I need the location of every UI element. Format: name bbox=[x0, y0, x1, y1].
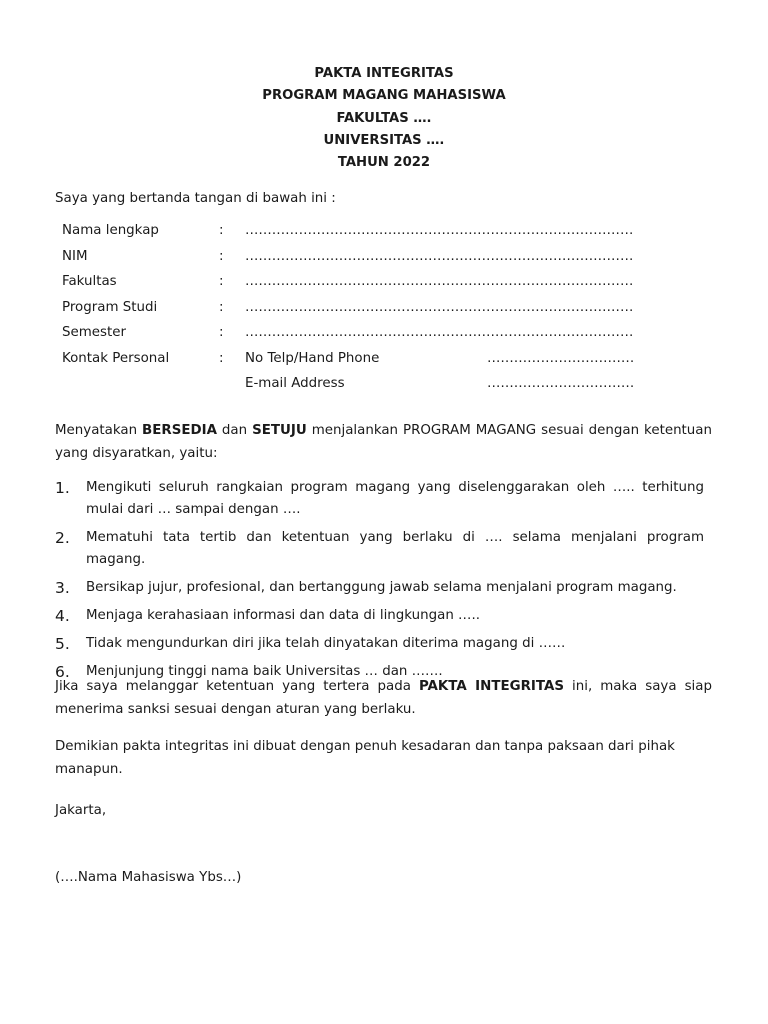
statement-text: Menyatakan bbox=[55, 423, 143, 438]
list-number: 2. bbox=[55, 529, 70, 547]
terms-list bbox=[55, 477, 715, 689]
violation-text: Jika saya melanggar ketentuan yang tertera pada bbox=[55, 679, 419, 694]
field-label: NIM bbox=[62, 248, 88, 264]
list-item bbox=[55, 527, 715, 571]
field-colon: : bbox=[219, 325, 224, 340]
list-text: Mengikuti seluruh rangkaian program magang yang diselenggarakan oleh ….. terhitung mulai dari … sampai dengan …. bbox=[86, 480, 704, 517]
field-label: Fakultas bbox=[62, 274, 117, 289]
list-number: 4. bbox=[55, 607, 70, 625]
field-colon: : bbox=[219, 299, 224, 315]
field-colon: : bbox=[219, 274, 224, 289]
document-title bbox=[0, 63, 768, 174]
field-row-contact-email bbox=[62, 374, 682, 400]
list-number: 6. bbox=[55, 663, 70, 681]
list-number: 1. bbox=[55, 479, 70, 497]
statement-text: menjalankan PROGRAM MAGANG sesuai dengan ketentuan yang disyaratkan, yaitu: bbox=[55, 423, 712, 461]
field-label: Program Studi bbox=[62, 299, 158, 315]
statement-text: dan bbox=[216, 423, 253, 438]
field-row-faculty bbox=[62, 272, 682, 298]
field-label: Nama lengkap bbox=[62, 223, 159, 238]
field-colon: : bbox=[219, 223, 224, 238]
field-colon: : bbox=[219, 248, 224, 264]
title-line-1: PAKTA INTEGRITAS bbox=[314, 66, 454, 81]
list-text: Bersikap jujur, profesional, dan bertanggung jawab selama menjalani program magang. bbox=[86, 580, 677, 595]
field-row-nim bbox=[62, 247, 682, 273]
statement-bold-setuju: SETUJU bbox=[252, 423, 307, 438]
field-colon: : bbox=[219, 350, 224, 366]
list-item bbox=[55, 605, 715, 627]
field-row-study-program bbox=[62, 298, 682, 324]
list-item bbox=[55, 577, 715, 599]
field-label: Kontak Personal bbox=[62, 350, 170, 366]
title-line-4: UNIVERSITAS …. bbox=[323, 132, 445, 148]
field-value: E-mail Address bbox=[245, 376, 345, 391]
field-value-blank: …………………………… bbox=[487, 376, 635, 391]
signature-name: (….Nama Mahasiswa Ybs…) bbox=[55, 870, 242, 885]
list-number: 5. bbox=[55, 635, 70, 653]
list-text: Menjunjung tinggi nama baik Universitas … dan ……. bbox=[86, 664, 443, 679]
closing-paragraph: Demikian pakta integritas ini dibuat dengan penuh kesadaran dan tanpa paksaan dari pihak manapun. bbox=[55, 739, 675, 777]
list-item bbox=[55, 477, 715, 521]
list-text: Mematuhi tata tertib dan ketentuan yang berlaku di …. selama menjalani program magang. bbox=[86, 530, 704, 567]
field-value: …………………………………………………………………………… bbox=[245, 248, 634, 264]
field-row-semester bbox=[62, 323, 682, 349]
statement-paragraph bbox=[55, 420, 712, 465]
field-value: …………………………………………………………………………… bbox=[245, 223, 634, 238]
list-text: Menjaga kerahasiaan informasi dan data di lingkungan ….. bbox=[86, 608, 480, 623]
violation-bold: PAKTA INTEGRITAS bbox=[418, 679, 565, 694]
statement-bold-bersedia: BERSEDIA bbox=[142, 423, 217, 438]
field-row-name bbox=[62, 221, 682, 247]
title-line-2: PROGRAM MAGANG MAHASISWA bbox=[262, 88, 506, 104]
list-text: Tidak mengundurkan diri jika telah dinyatakan diterima magang di …… bbox=[86, 636, 566, 651]
identity-fields bbox=[62, 221, 682, 400]
field-value-blank: …………………………… bbox=[487, 350, 635, 366]
field-value: No Telp/Hand Phone bbox=[245, 350, 380, 366]
field-row-contact-phone bbox=[62, 349, 682, 375]
intro-text: Saya yang bertanda tangan di bawah ini : bbox=[55, 191, 336, 206]
field-value: …………………………………………………………………………… bbox=[245, 274, 634, 289]
field-label: Semester bbox=[62, 325, 126, 340]
title-line-3: FAKULTAS …. bbox=[336, 110, 432, 126]
violation-paragraph bbox=[55, 676, 712, 721]
place-text: Jakarta, bbox=[55, 803, 107, 818]
field-value: …………………………………………………………………………… bbox=[245, 299, 634, 315]
list-number: 3. bbox=[55, 579, 70, 597]
title-line-5: TAHUN 2022 bbox=[337, 155, 431, 171]
violation-text: ini, maka saya siap menerima sanksi sesuai dengan aturan yang berlaku. bbox=[55, 679, 712, 717]
field-value: …………………………………………………………………………… bbox=[245, 325, 634, 340]
list-item bbox=[55, 633, 715, 655]
